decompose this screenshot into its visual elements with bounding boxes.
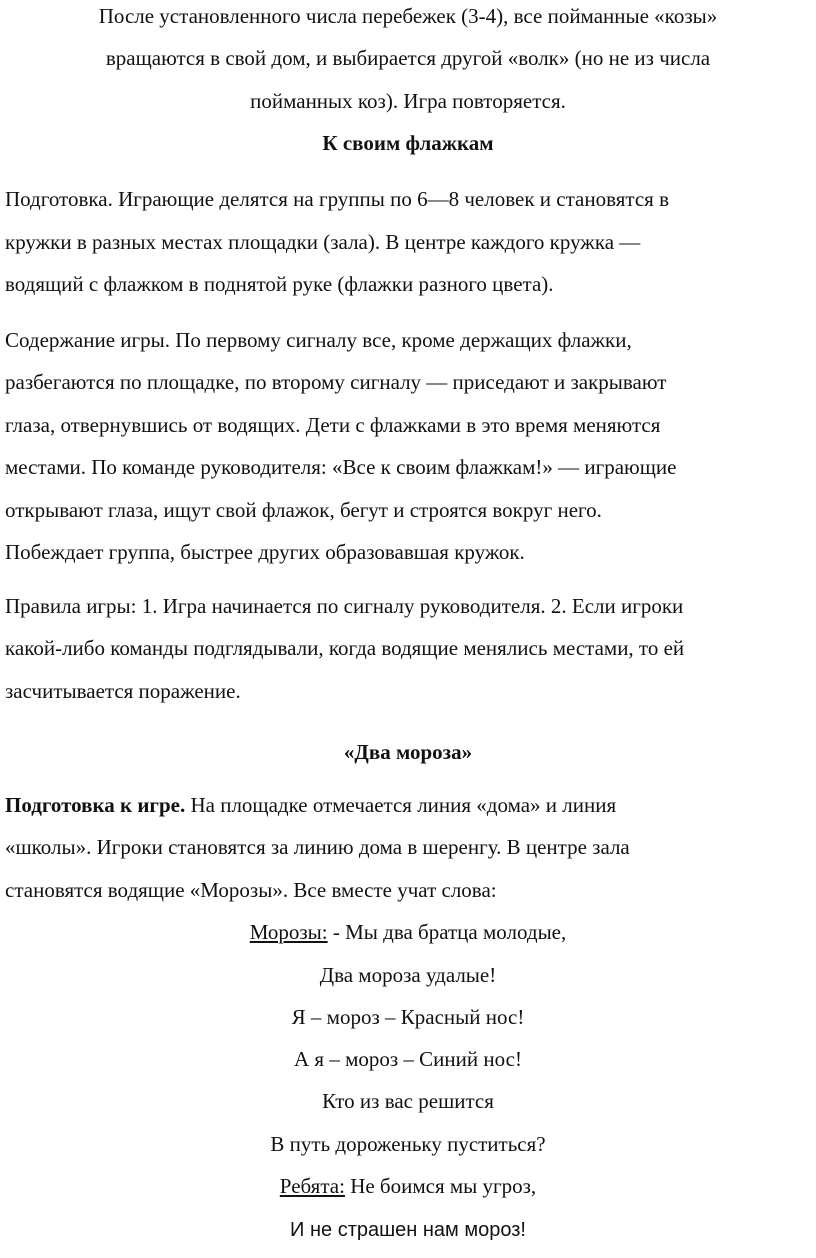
- game1-rules-line-2: какой-либо команды подглядывали, когда водящие менялись местами, то ей: [5, 636, 685, 660]
- game1-prep-line-2: кружки в разных местах площадки (зала). В центре каждого кружка —: [5, 230, 641, 254]
- poem-speaker-morozy: Морозы:: [249, 920, 328, 944]
- game2-prep-line-2: «школы». Игроки становятся за линию дома в шеренгу. В центре зала: [5, 835, 630, 859]
- poem-line-8: И не страшен нам мороз!: [290, 1219, 526, 1241]
- game1-rules-line-1: Правила игры: 1. Игра начинается по сигналу руководителя. 2. Если игроки: [5, 594, 684, 618]
- game1-content-line-6: Побеждает группа, быстрее других образовавшая кружок.: [5, 540, 525, 564]
- intro-line-3: пойманных коз). Игра повторяется.: [250, 89, 566, 113]
- game1-content-line-3: глаза, отвернувшись от водящих. Дети с флажками в это время меняются: [5, 413, 661, 437]
- game1-prep-line-3: водящий с флажком в поднятой руке (флажки разного цвета).: [5, 272, 554, 296]
- poem-line-1-text: - Мы два братца молодые,: [327, 920, 567, 944]
- poem-speaker-rebyata: Ребята:: [279, 1174, 345, 1198]
- poem-line-7-text: Не боимся мы угроз,: [344, 1174, 537, 1198]
- game2-prep-line-1-text: На площадке отмечается линия «дома» и линия: [185, 793, 617, 817]
- poem-line-5: Кто из вас решится: [322, 1089, 494, 1113]
- game2-title: «Два мороза»: [343, 740, 473, 764]
- poem-line-6: В путь дороженьку пуститься?: [270, 1132, 546, 1156]
- game1-content-line-5: открывают глаза, ищут свой флажок, бегут и строятся вокруг него.: [5, 498, 602, 522]
- game1-content-line-4: местами. По команде руководителя: «Все к своим флажкам!» — играющие: [5, 455, 677, 479]
- poem-line-1: [0, 918, 816, 946]
- poem-line-4: А я – мороз – Синий нос!: [294, 1047, 522, 1071]
- game1-content-line-1: Содержание игры. По первому сигналу все, кроме держащих флажки,: [5, 328, 632, 352]
- game2-prep-line-3: становятся водящие «Морозы». Все вместе учат слова:: [5, 878, 497, 902]
- game1-prep-line-1: Подготовка. Играющие делятся на группы по 6—8 человек и становятся в: [5, 187, 669, 211]
- game1-content-line-2: разбегаются по площадке, по второму сигналу — приседают и закрывают: [5, 370, 667, 394]
- game1-rules-line-3: засчитывается поражение.: [5, 679, 241, 703]
- game1-title: К своим флажкам: [322, 131, 494, 155]
- poem-line-7: [0, 1172, 816, 1200]
- game2-prep-label: Подготовка к игре.: [5, 793, 186, 817]
- poem-line-2: Два мороза удалые!: [319, 963, 497, 987]
- game2-prep-line-1: [5, 791, 616, 819]
- intro-line-1: После установленного числа перебежек (3-4), все пойманные «козы»: [98, 4, 718, 28]
- intro-line-2: вращаются в свой дом, и выбирается другой «волк» (но не из числа: [105, 46, 711, 70]
- poem-line-3: Я – мороз – Красный нос!: [291, 1005, 525, 1029]
